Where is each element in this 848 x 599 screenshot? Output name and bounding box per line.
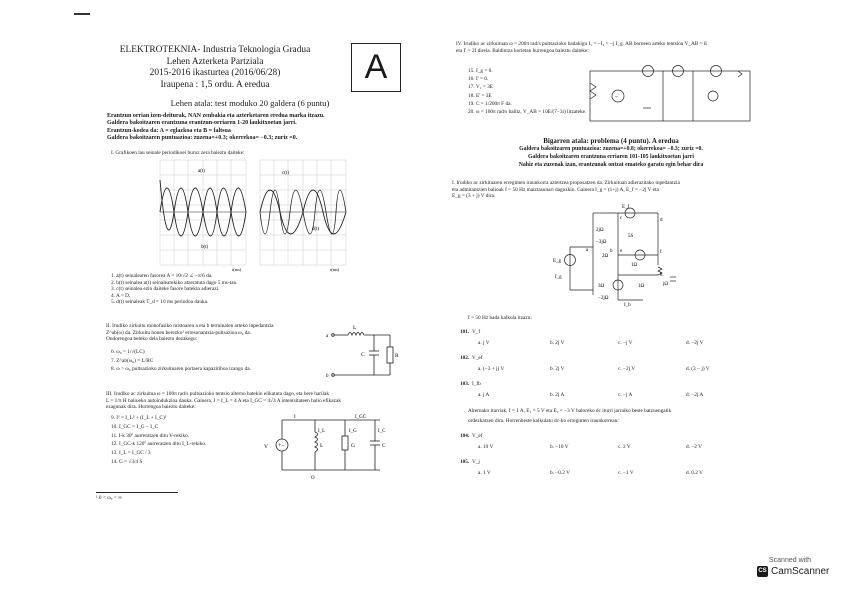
question-8: 8. ω > ω₀ pultsazioko zirkuituaren portaera kapazitiboa izango da. bbox=[111, 366, 251, 372]
question-number: 101. bbox=[460, 329, 470, 335]
capacitor-label: C bbox=[361, 352, 365, 358]
frequency-note: f = 50 Hz bada kalkula itzazu: bbox=[468, 315, 532, 321]
question-4: 4. A = D. bbox=[111, 292, 131, 299]
question-7: 7. Z^ab(ω₀) = L/RC bbox=[111, 357, 154, 364]
part1-instructions bbox=[107, 113, 407, 143]
question-105 bbox=[460, 459, 740, 481]
node-a: a bbox=[586, 248, 589, 253]
z-m3j-label: −3jΩ bbox=[596, 240, 607, 245]
section-2-line: II. Irudiko zirkuitu monofasiko mistoaren a eta b terminalen arteko inpedantzia bbox=[106, 323, 274, 329]
question-17: 17. V₁ = 3E bbox=[468, 84, 494, 91]
ib-label: I_b bbox=[624, 303, 631, 308]
current-label-IC: I_C bbox=[378, 429, 386, 434]
question-103 bbox=[460, 381, 740, 403]
section-2-text bbox=[106, 323, 336, 343]
graph-axis-ms-2: t(ms) bbox=[330, 267, 340, 272]
z-j-label: jΩ bbox=[663, 282, 669, 287]
problem-line: I. Irudiko ac zirkituaren erregimen iraunkorra aztertzea proposatzen da. Zirkuituan adierazitako inpedantzia bbox=[452, 180, 680, 186]
part2-answer-boxes: Galdera bakoitzaren erantzuna erriaren 101-105 laukitxoetan jarri bbox=[528, 154, 694, 160]
eg-label: E_g bbox=[553, 259, 562, 264]
question-19: 19. C = 1/200π F da. bbox=[468, 100, 512, 107]
model-letter-box: A bbox=[351, 43, 401, 92]
header-line3: 2015-2016 ikasturtea (2016/06/28) bbox=[149, 68, 281, 78]
question-number: 105. bbox=[460, 459, 470, 465]
problem-line: eta admitantzien balioak f = 50 Hz maiztasunari dagozkio. Gainera I_g = (1+j) A, E_f = −2j V eta bbox=[452, 186, 659, 193]
lcr-circuit-diagram bbox=[326, 320, 400, 380]
questions-1-5 bbox=[111, 273, 351, 306]
terminal-a: a bbox=[326, 334, 329, 339]
section-4-text bbox=[456, 41, 766, 54]
capacitor-C-label: C bbox=[382, 443, 386, 449]
header-line2: Lehen Azterketa Partziala bbox=[166, 56, 264, 67]
question-2: 2. b(t) seinalea a(t) seinalearekiko atzeratuta dago 5 ms-tan. bbox=[111, 279, 238, 286]
node-c: c bbox=[620, 216, 623, 221]
section-4-circuit bbox=[588, 63, 753, 128]
camscanner-watermark bbox=[757, 557, 837, 587]
question-variable: V_j bbox=[471, 459, 480, 465]
z-3-label: 3Ω bbox=[598, 284, 605, 289]
node-d: d bbox=[660, 218, 663, 223]
option-a[interactable]: a. 1 V bbox=[478, 469, 491, 476]
camscanner-logo-icon: CS bbox=[757, 566, 768, 577]
question-12: 12. I_GC-k 120º aurreratzen ditu I_L-rekiko. bbox=[111, 441, 207, 448]
part2-title: Bigarren atala: problema (4 puntu). A eredua bbox=[543, 137, 679, 145]
question-10: 10. I_GC = I_G − I_C bbox=[111, 423, 159, 430]
instruction-line: Galdera bakoitzaren erantzuna erantzun-orriaren 1-20 laukitxoetan jarri. bbox=[107, 120, 297, 127]
option-c[interactable]: c. −2j V bbox=[618, 365, 636, 372]
problem-statement bbox=[452, 180, 772, 200]
question-variable: V_ef bbox=[471, 433, 483, 439]
z-2-label: 2Ω bbox=[602, 254, 609, 259]
section-2-line: Ondorengoa beteko dela baieztu dezakegu: bbox=[106, 336, 198, 343]
questions-9-14 bbox=[111, 414, 271, 467]
questions-6-8 bbox=[111, 348, 311, 374]
node-O-label: O bbox=[311, 476, 315, 481]
current-label-I: I bbox=[294, 415, 296, 420]
question-15: 15. I_g = 0. bbox=[468, 68, 493, 74]
question-3: 3. c(t) seinalea ezin daiteke fasore batekin adierazi. bbox=[111, 286, 220, 293]
option-b[interactable]: b. −0.2 V bbox=[550, 469, 570, 476]
section-3-line: III. Irudiko ac zirkuitua ω = 100π rad/s pultsazioko tentsio alterno batekin elikatuta dago, eta bere harilak bbox=[106, 391, 330, 397]
voltage-label: V bbox=[264, 444, 268, 450]
graph-axis-ms: t(ms) bbox=[232, 267, 242, 272]
z-2j-label: 2jΩ bbox=[596, 228, 604, 233]
inductor-L-label: L bbox=[320, 443, 324, 449]
section-3-line: L = 1/π H balioeko autoindukzioa dauka. Gainera, I = I_L = 4 A eta I_GC = 4√3 A intentsitateen balio efikazak bbox=[106, 397, 341, 404]
header-line1: ELEKTROTEKNIA- Industria Teknologia Gradua bbox=[119, 45, 311, 55]
terminal-b: b bbox=[326, 374, 329, 379]
exam-header bbox=[100, 45, 330, 91]
question-variable: V_ef bbox=[471, 355, 483, 361]
header-line4: Iraupena : 1,5 ordu. A eredua bbox=[160, 79, 270, 90]
option-c[interactable]: c. −1 V bbox=[618, 469, 634, 476]
option-c[interactable]: c. 2 V bbox=[618, 443, 631, 450]
source-sign: +− bbox=[278, 443, 285, 449]
problem-line: E_g = (3 + j) V dira. bbox=[452, 193, 496, 200]
question-20: 20. ω = 100π rad/s balitz, V_AB = 10E/(7−3i) litzateke. bbox=[468, 109, 587, 116]
question-number: 104. bbox=[460, 433, 470, 439]
question-18: 18. E' = 3E bbox=[468, 92, 492, 99]
inductor-label: L bbox=[353, 325, 357, 331]
option-a[interactable]: a. 10 V bbox=[478, 443, 494, 450]
node-f: f bbox=[660, 250, 662, 255]
question-104 bbox=[460, 433, 740, 455]
instruction-line: Erantzun-kodea da: A = eglazkoa eta B = faltsua bbox=[107, 127, 231, 134]
option-b[interactable]: b. 2j A bbox=[550, 391, 565, 398]
part2-heading bbox=[456, 137, 766, 169]
question-1: 1. a(t) seinalearen fasorea A = 10/√2 ∠ −π/6 da. bbox=[111, 273, 213, 279]
instruction-line: Galdera bakoitzaren puntuazioa: zuzena=+0.3; okerrekoa= −0.3; zuriz =0. bbox=[107, 135, 298, 142]
current-label-IGC: I_GC bbox=[355, 415, 367, 420]
resistor-label: R bbox=[395, 353, 399, 359]
option-c[interactable]: c. −j V bbox=[618, 339, 633, 346]
part1-title: Lehen atala: test moduko 20 galdera (6 puntu) bbox=[170, 98, 330, 108]
question-102 bbox=[460, 355, 740, 377]
question-11: 11. I-k 30º aurreratzen ditu V-rekiko. bbox=[111, 432, 190, 439]
option-b[interactable]: b. 2j V bbox=[550, 365, 565, 372]
option-d[interactable]: d. 0.2 V bbox=[686, 469, 703, 476]
question-101 bbox=[460, 329, 740, 351]
graph-label-c: c(t) bbox=[282, 171, 289, 176]
problem-circuit bbox=[553, 205, 678, 308]
graph-label-b: b(t) bbox=[201, 245, 209, 250]
option-d[interactable]: d. (3 − j) V bbox=[686, 365, 710, 372]
z-m2j-label: −2jΩ bbox=[598, 296, 609, 301]
graph-label-d: d(t) bbox=[312, 227, 320, 232]
instruction-line: Erantzun orrian izen-deiturak, NAN zenbakia eta azterketaren eredua marka itzazu. bbox=[107, 113, 325, 119]
option-d[interactable]: d. −2j A bbox=[686, 391, 704, 398]
question-6: 6. ω₀ = 1/√(LC) bbox=[111, 349, 145, 355]
watermark-line2: CamScanner bbox=[771, 566, 830, 577]
part2-scoring: Galdera bakoitzaren puntuazioa: zuzena=+0.8; okerrekoa= −0.3; zuriz =0. bbox=[519, 146, 703, 152]
question-intro-1: I. Grafikoen lau seinale periodikoei buruz zera baieztu daiteke: bbox=[111, 150, 245, 156]
footnote: ¹ 0 < ω₀ < ∞ bbox=[96, 495, 122, 501]
dc-note bbox=[468, 406, 768, 426]
part2-note: Nahiz eta zuzenak izan, erantzunak ontzat emateko garatu egin behar dira bbox=[518, 162, 704, 168]
parallel-ac-circuit bbox=[264, 410, 395, 481]
question-16: 16. I' = 0. bbox=[468, 76, 489, 83]
dc-note-line: ordezkatzen dira. Horrenbeste kalkulatu dc-ko erregimen iraunkorrean: bbox=[468, 418, 619, 424]
node-e: e bbox=[620, 249, 623, 254]
source-symbol: ~ bbox=[615, 95, 618, 100]
graph-label-a: a(t) bbox=[198, 169, 205, 174]
footnote-rule bbox=[96, 492, 178, 493]
option-d[interactable]: d. −2j V bbox=[686, 339, 704, 346]
option-b[interactable]: b. −10 V bbox=[550, 443, 569, 450]
signal-graph-left bbox=[160, 160, 246, 272]
option-a[interactable]: a. j A bbox=[478, 391, 490, 398]
ig-label: I_g bbox=[555, 275, 562, 280]
conductance-G-label: G bbox=[351, 443, 355, 449]
question-5: 5. d(t) seinaleak T_d = 10 ms periodoa dauka. bbox=[111, 299, 209, 306]
option-a[interactable]: a. j V bbox=[478, 339, 490, 346]
question-variable: I_fb bbox=[471, 381, 481, 387]
section-4-line: eta I' = 2I direla. Baldintza horietan hurrengoa baieztu daiteke: bbox=[456, 47, 589, 54]
question-14: 14. G = √3/4 S bbox=[111, 458, 143, 465]
option-c[interactable]: c. −j A bbox=[618, 391, 633, 398]
section-3-line: ezagunak dira. Hurrengoa baieztu daiteke: bbox=[106, 404, 196, 411]
dc-note-line: Alternako iturriak, I = 1 A, E₁ = 5 V eta E₂ = −3 V baloreko dc iturri jarraiko beste batzuengatik bbox=[468, 408, 672, 414]
z-1-label: 1Ω bbox=[631, 263, 638, 268]
option-d[interactable]: d. −2 V bbox=[686, 443, 702, 450]
section-3-text bbox=[106, 391, 406, 411]
y-5s-label: 5S bbox=[628, 234, 634, 239]
section-2-line: Z^ab(ω) da. Zirkuitu honen berezko¹ erresonantzia-pultsazioa ω₀ da. bbox=[106, 329, 252, 336]
watermark-line1: Scanned with bbox=[769, 557, 812, 564]
question-number: 103. bbox=[460, 381, 470, 387]
current-label-IL: I_L bbox=[318, 429, 326, 434]
questions-15-20 bbox=[468, 67, 588, 116]
signal-graph-right bbox=[260, 160, 346, 272]
section-4-line: IV. Irudiko ac zirkuituan ω = 200π rad/s pultsazioko badakigu I₁ = −I₂ = −j I_g. AB borneen arteko tentsioa V_AB = E bbox=[456, 41, 708, 47]
node-b: b bbox=[610, 249, 613, 254]
z-1b-label: 1Ω bbox=[638, 284, 645, 289]
option-b[interactable]: b. 2j V bbox=[550, 339, 565, 346]
question-variable: V_f bbox=[471, 329, 481, 335]
answer-block-1 bbox=[460, 329, 740, 403]
answer-block-2 bbox=[460, 433, 740, 481]
question-number: 102. bbox=[460, 355, 470, 361]
question-9: 9. I² = I_L² + (I_L + I_C)² bbox=[111, 415, 167, 421]
question-13: 13. I_L = I_GC / 3 bbox=[111, 450, 151, 457]
option-a[interactable]: a. (−3 + j) V bbox=[478, 365, 505, 372]
scan-mark bbox=[74, 13, 90, 15]
node-g: g bbox=[660, 272, 663, 277]
ef-label: E_f bbox=[622, 205, 630, 210]
current-label-IG: I_G bbox=[349, 429, 357, 434]
